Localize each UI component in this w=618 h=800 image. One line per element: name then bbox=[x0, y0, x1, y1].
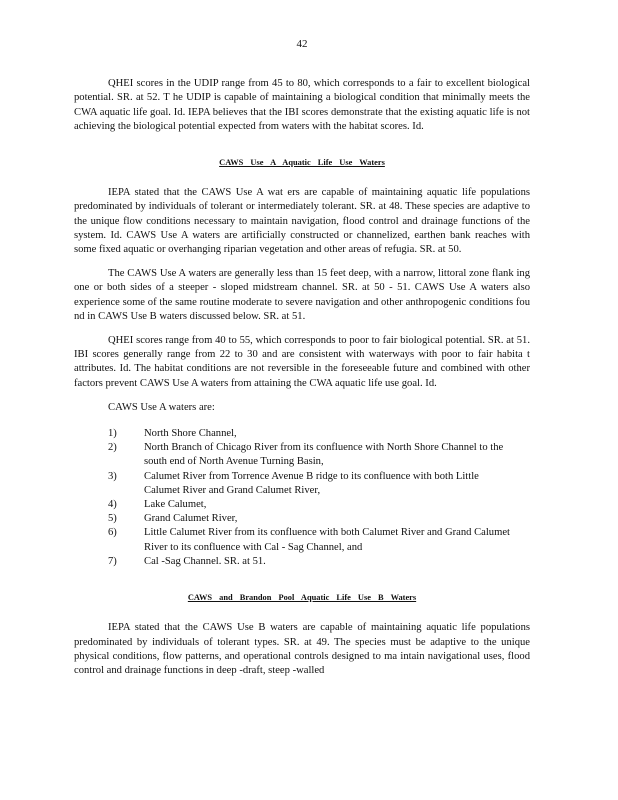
list-item bbox=[108, 498, 530, 512]
list-item-text: Little Calumet River from its confluence with both Calumet River and Grand Calumet River to its confluence with Cal - Sag Channel, and bbox=[144, 527, 510, 553]
list-item-number: 1) bbox=[108, 428, 117, 440]
list-item bbox=[108, 555, 530, 569]
list-item-number: 3) bbox=[108, 470, 117, 482]
heading-use-b-text: CAWS and Brandon Pool Aquatic Life Use B Waters bbox=[187, 593, 417, 603]
paragraph-udip-qhei: QHEI scores in the UDIP range from 45 to 80, which corresponds to a fair to excellent biological potential. SR. at 52. T he UDIP is capable of maintaining a biological condition that minimally meets the CWA aquatic life goal. Id. IEPA believes that the IBI scores demonstrate that the existing aquatic life is not achieving the biological potential expected from waters with the habitat scores. Id. bbox=[74, 78, 530, 132]
paragraph-use-a-capable: IEPA stated that the CAWS Use A wat ers are capable of maintaining aquatic life populations predominated by individuals of tolerant or intermediately tolerant. SR. at 48. These species are adaptive to the unique flow conditions necessary to maintain navigation, flood control and drainage functions of the system. Id. CAWS Use A waters are artificially constructed or channelized, earthen bank reaches with some fixed aquatic or overhanging riparian vegetation and other areas of refugia. SR. at 50. bbox=[74, 187, 530, 256]
list-item-number: 2) bbox=[108, 442, 117, 454]
heading-use-a-waters bbox=[74, 156, 530, 170]
list-item-text: Cal -Sag Channel. SR. at 51. bbox=[144, 555, 266, 567]
list-item-text: Grand Calumet River, bbox=[144, 513, 238, 525]
list-item bbox=[108, 470, 530, 498]
list-item-text: North Shore Channel, bbox=[144, 428, 237, 440]
list-item bbox=[108, 512, 530, 526]
list-item bbox=[108, 441, 530, 469]
list-intro: CAWS Use A waters are: bbox=[108, 401, 215, 413]
use-a-waters-list bbox=[74, 427, 530, 569]
list-item bbox=[108, 526, 530, 554]
list-item-number: 5) bbox=[108, 513, 117, 525]
paragraph-use-b-capable: IEPA stated that the CAWS Use B waters are capable of maintaining aquatic life populations predominated by individuals of tolerant types. SR. at 49. The species must be adaptive to the unique physical conditions, flow patterns, and operational controls designed to ma intain navigational uses, flood control and drainage functions in deep -draft, steep -walled bbox=[74, 622, 530, 676]
paragraph-use-a-qhei: QHEI scores range from 40 to 55, which corresponds to poor to fair biological potential. SR. at 51. IBI scores generally range from 22 to 30 and are consistent with waterways with poor to fair habita t attributes. Id. The habitat conditions are not reversible in the foreseeable future and combined with other factors prevent CAWS Use A waters from attaining the CWA aquatic life use goal. Id. bbox=[74, 335, 530, 389]
list-item-number: 7) bbox=[108, 555, 117, 567]
heading-use-b-waters bbox=[74, 591, 530, 605]
list-item-text: Calumet River from Torrence Avenue B ridge to its confluence with both Little Calumet River and Grand Calumet River, bbox=[144, 470, 479, 496]
heading-use-a-text: CAWS Use A Aquatic Life Use Waters bbox=[219, 158, 385, 168]
list-item-text: Lake Calumet, bbox=[144, 499, 207, 511]
paragraph-use-a-depth: The CAWS Use A waters are generally less than 15 feet deep, with a narrow, littoral zone flank ing one or both sides of a steeper - sloped midstream channel. SR. at 50 - 51. CAWS Use A waters also experience some of the same routine moderate to severe navigation and other anthropogenic conditions fou nd in CAWS Use B waters discussed below. SR. at 51. bbox=[74, 268, 530, 322]
list-item-text: North Branch of Chicago River from its confluence with North Shore Channel to the south end of North Avenue Turning Basin, bbox=[144, 442, 504, 468]
list-item-number: 6) bbox=[108, 527, 117, 539]
page-number: 42 bbox=[296, 38, 308, 50]
list-item-number: 4) bbox=[108, 499, 117, 511]
list-item bbox=[108, 427, 530, 441]
